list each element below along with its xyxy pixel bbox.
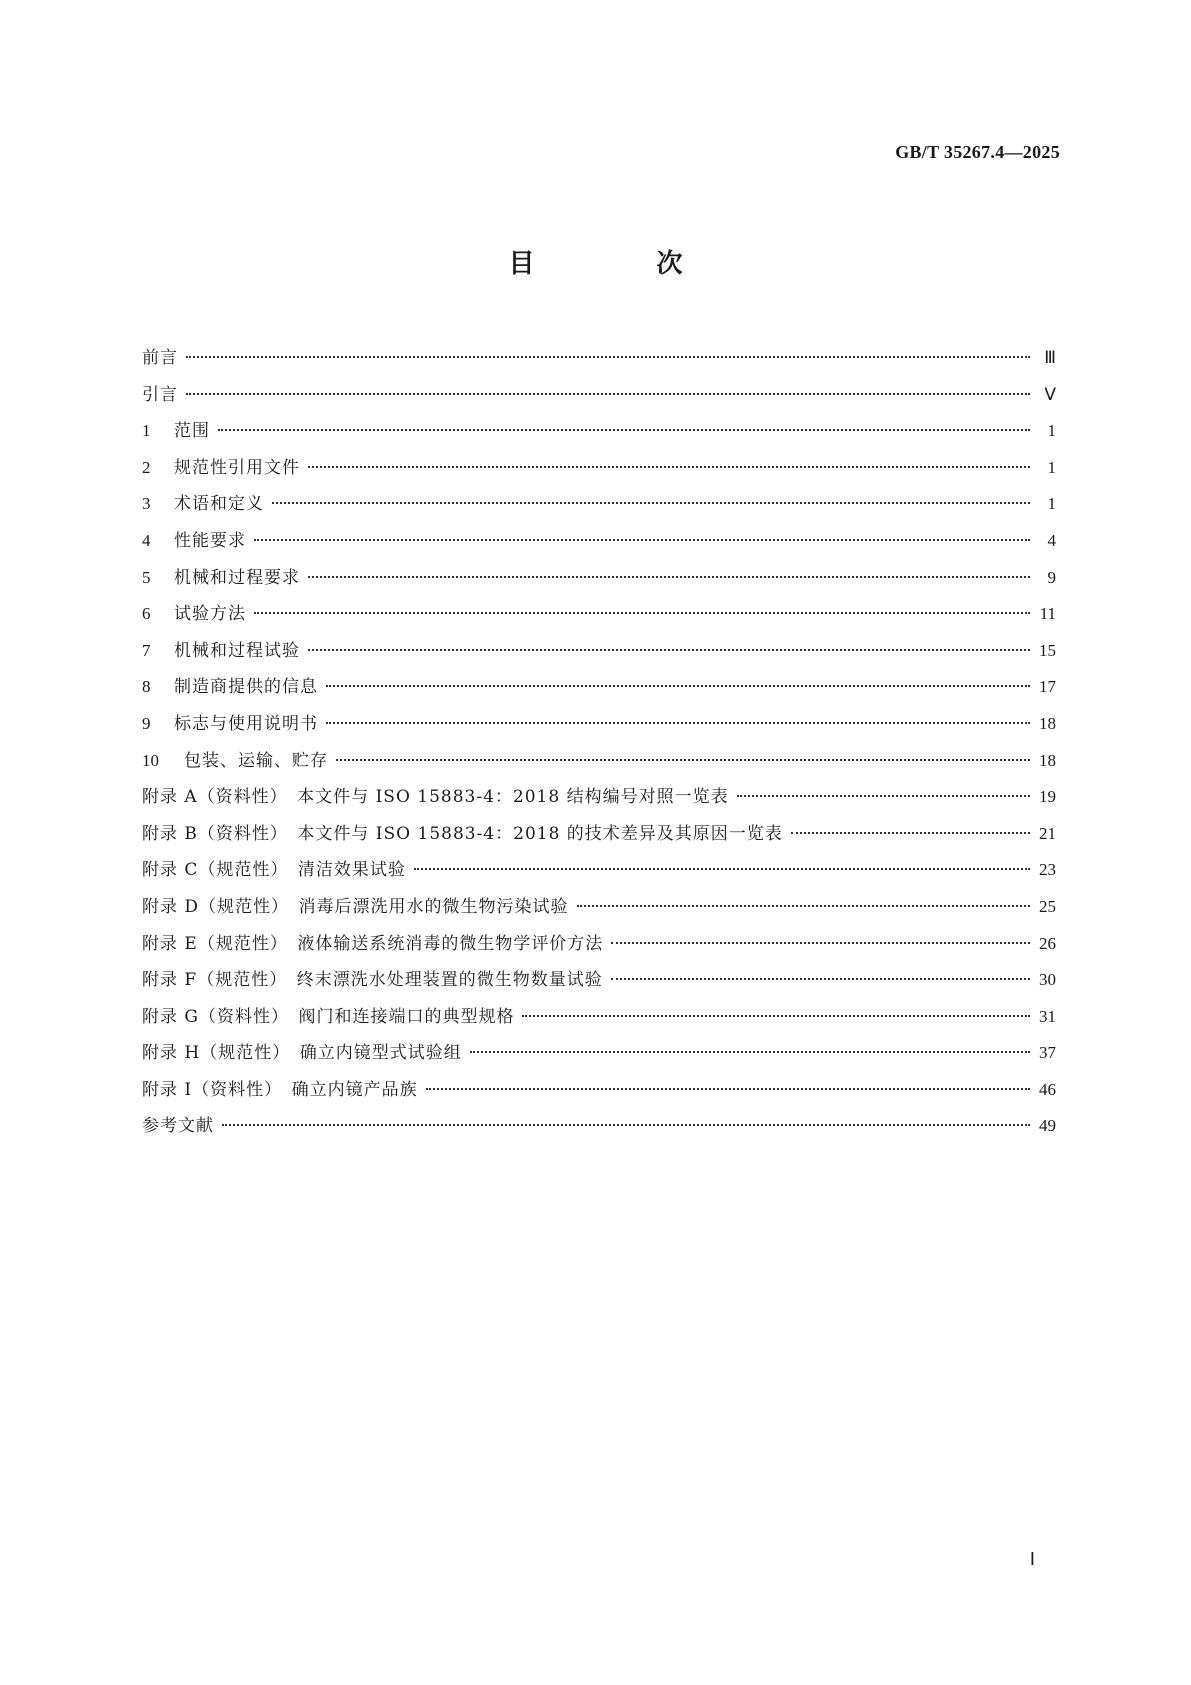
toc-entry-label: 附录 I（资料性） 确立内镜产品族 (142, 1079, 418, 1100)
toc-entry-number: 6 (142, 604, 151, 624)
toc-dot-leader (222, 1124, 1030, 1126)
toc-entry-page: 18 (1039, 750, 1056, 770)
page-number: Ⅰ (1029, 1549, 1035, 1569)
toc-dot-leader (308, 576, 1030, 578)
toc-entry-label: 附录 C（规范性） 清洁效果试验 (142, 860, 406, 881)
toc-entry[interactable] (142, 706, 1056, 743)
toc-entry[interactable] (142, 413, 1056, 450)
toc-entry-page: 1 (1047, 421, 1056, 441)
toc-entry[interactable] (142, 450, 1056, 487)
toc-entry-number: 9 (142, 713, 151, 733)
toc-entry-number: 2 (142, 457, 151, 477)
toc-entry-label: 附录 E（规范性） 液体输送系统消毒的微生物学评价方法 (142, 933, 604, 954)
toc-entry[interactable] (142, 852, 1056, 889)
toc-entry-label: 引言 (142, 384, 178, 405)
toc-entry[interactable] (142, 523, 1056, 560)
toc-entry-number: 4 (142, 530, 151, 550)
toc-entry-page: 4 (1047, 530, 1056, 550)
toc-dot-leader (308, 466, 1030, 468)
toc-dot-leader (577, 905, 1030, 907)
toc-entry-label: 试验方法 (174, 604, 246, 625)
toc-entry-label: 机械和过程要求 (174, 567, 300, 588)
toc-entry[interactable] (142, 669, 1056, 706)
toc-entry[interactable] (142, 999, 1056, 1036)
toc-entry-label: 附录 F（规范性） 终末漂洗水处理装置的微生物数量试验 (142, 970, 603, 991)
toc-entry-page: 31 (1039, 1006, 1056, 1026)
toc-dot-leader (326, 722, 1030, 724)
toc-entry-page: 17 (1039, 677, 1056, 697)
toc-entry-page: Ⅴ (1044, 384, 1056, 404)
toc-dot-leader (470, 1051, 1030, 1053)
table-of-contents (142, 340, 1056, 1145)
toc-entry-label: 附录 D（规范性） 消毒后漂洗用水的微生物污染试验 (142, 896, 569, 917)
toc-entry[interactable] (142, 962, 1056, 999)
toc-entry-page: 15 (1039, 640, 1056, 660)
toc-entry[interactable] (142, 1035, 1056, 1072)
toc-entry-label: 包装、运输、贮存 (184, 750, 328, 771)
toc-entry-label: 附录 G（资料性） 阀门和连接端口的典型规格 (142, 1006, 515, 1027)
toc-dot-leader (737, 795, 1030, 797)
toc-entry[interactable] (142, 743, 1056, 780)
standard-code: GB/T 35267.4—2025 (895, 142, 1060, 162)
toc-dot-leader (326, 685, 1030, 687)
toc-entry[interactable] (142, 889, 1056, 926)
toc-entry-page: 11 (1039, 604, 1056, 624)
toc-entry-label: 制造商提供的信息 (174, 677, 318, 698)
toc-entry[interactable] (142, 340, 1056, 377)
toc-entry-number: 10 (142, 750, 159, 770)
toc-dot-leader (336, 759, 1030, 761)
toc-entry-label: 附录 A（资料性） 本文件与 ISO 15883-4：2018 结构编号对照一览表 (142, 787, 729, 808)
toc-dot-leader (186, 393, 1030, 395)
toc-dot-leader (611, 942, 1030, 944)
toc-dot-leader (414, 868, 1030, 870)
toc-entry[interactable] (142, 486, 1056, 523)
toc-entry-number: 1 (142, 421, 151, 441)
toc-entry-page: 25 (1039, 896, 1056, 916)
toc-entry[interactable] (142, 596, 1056, 633)
toc-dot-leader (522, 1015, 1030, 1017)
page-title: 目 次 (508, 249, 731, 279)
toc-entry-number: 7 (142, 640, 151, 660)
toc-entry[interactable] (142, 1108, 1056, 1145)
toc-entry-label: 术语和定义 (174, 494, 264, 515)
toc-dot-leader (272, 502, 1030, 504)
toc-entry-label: 前言 (142, 348, 178, 368)
toc-entry[interactable] (142, 377, 1056, 414)
toc-entry-label: 附录 B（资料性） 本文件与 ISO 15883-4：2018 的技术差异及其原因一览表 (142, 823, 783, 844)
toc-dot-leader (186, 356, 1030, 358)
toc-entry[interactable] (142, 926, 1056, 963)
toc-dot-leader (791, 832, 1030, 834)
toc-entry-number: 3 (142, 494, 151, 514)
toc-dot-leader (308, 649, 1030, 651)
toc-entry-page: 37 (1039, 1043, 1056, 1063)
toc-entry-page: 26 (1039, 933, 1056, 953)
toc-entry-label: 参考文献 (142, 1116, 214, 1137)
toc-entry-label: 性能要求 (174, 530, 246, 551)
toc-entry-label: 规范性引用文件 (174, 457, 300, 478)
toc-entry-label: 范围 (174, 421, 210, 442)
toc-entry-label: 附录 H（规范性） 确立内镜型式试验组 (142, 1043, 462, 1064)
toc-entry-page: 21 (1039, 823, 1056, 843)
toc-entry-page: 19 (1039, 787, 1056, 807)
toc-entry-page: 23 (1039, 860, 1056, 880)
toc-dot-leader (254, 612, 1030, 614)
toc-entry[interactable] (142, 633, 1056, 670)
toc-entry-page: 18 (1039, 713, 1056, 733)
toc-entry-page: 1 (1047, 494, 1056, 514)
toc-entry-page: 30 (1039, 970, 1056, 990)
toc-entry-page: 49 (1039, 1116, 1056, 1136)
toc-entry-page: Ⅲ (1044, 348, 1056, 367)
toc-entry-label: 标志与使用说明书 (174, 713, 318, 734)
toc-entry-page: 46 (1039, 1079, 1056, 1099)
toc-entry-label: 机械和过程试验 (174, 640, 300, 661)
toc-entry-page: 1 (1047, 457, 1056, 477)
toc-entry[interactable] (142, 1072, 1056, 1109)
toc-dot-leader (218, 429, 1030, 431)
toc-entry-number: 8 (142, 677, 151, 697)
toc-entry-page: 9 (1047, 567, 1056, 587)
toc-entry[interactable] (142, 560, 1056, 597)
toc-dot-leader (611, 978, 1030, 980)
toc-entry-number: 5 (142, 567, 151, 587)
toc-entry[interactable] (142, 816, 1056, 853)
toc-entry[interactable] (142, 779, 1056, 816)
toc-dot-leader (426, 1088, 1030, 1090)
toc-dot-leader (254, 539, 1030, 541)
